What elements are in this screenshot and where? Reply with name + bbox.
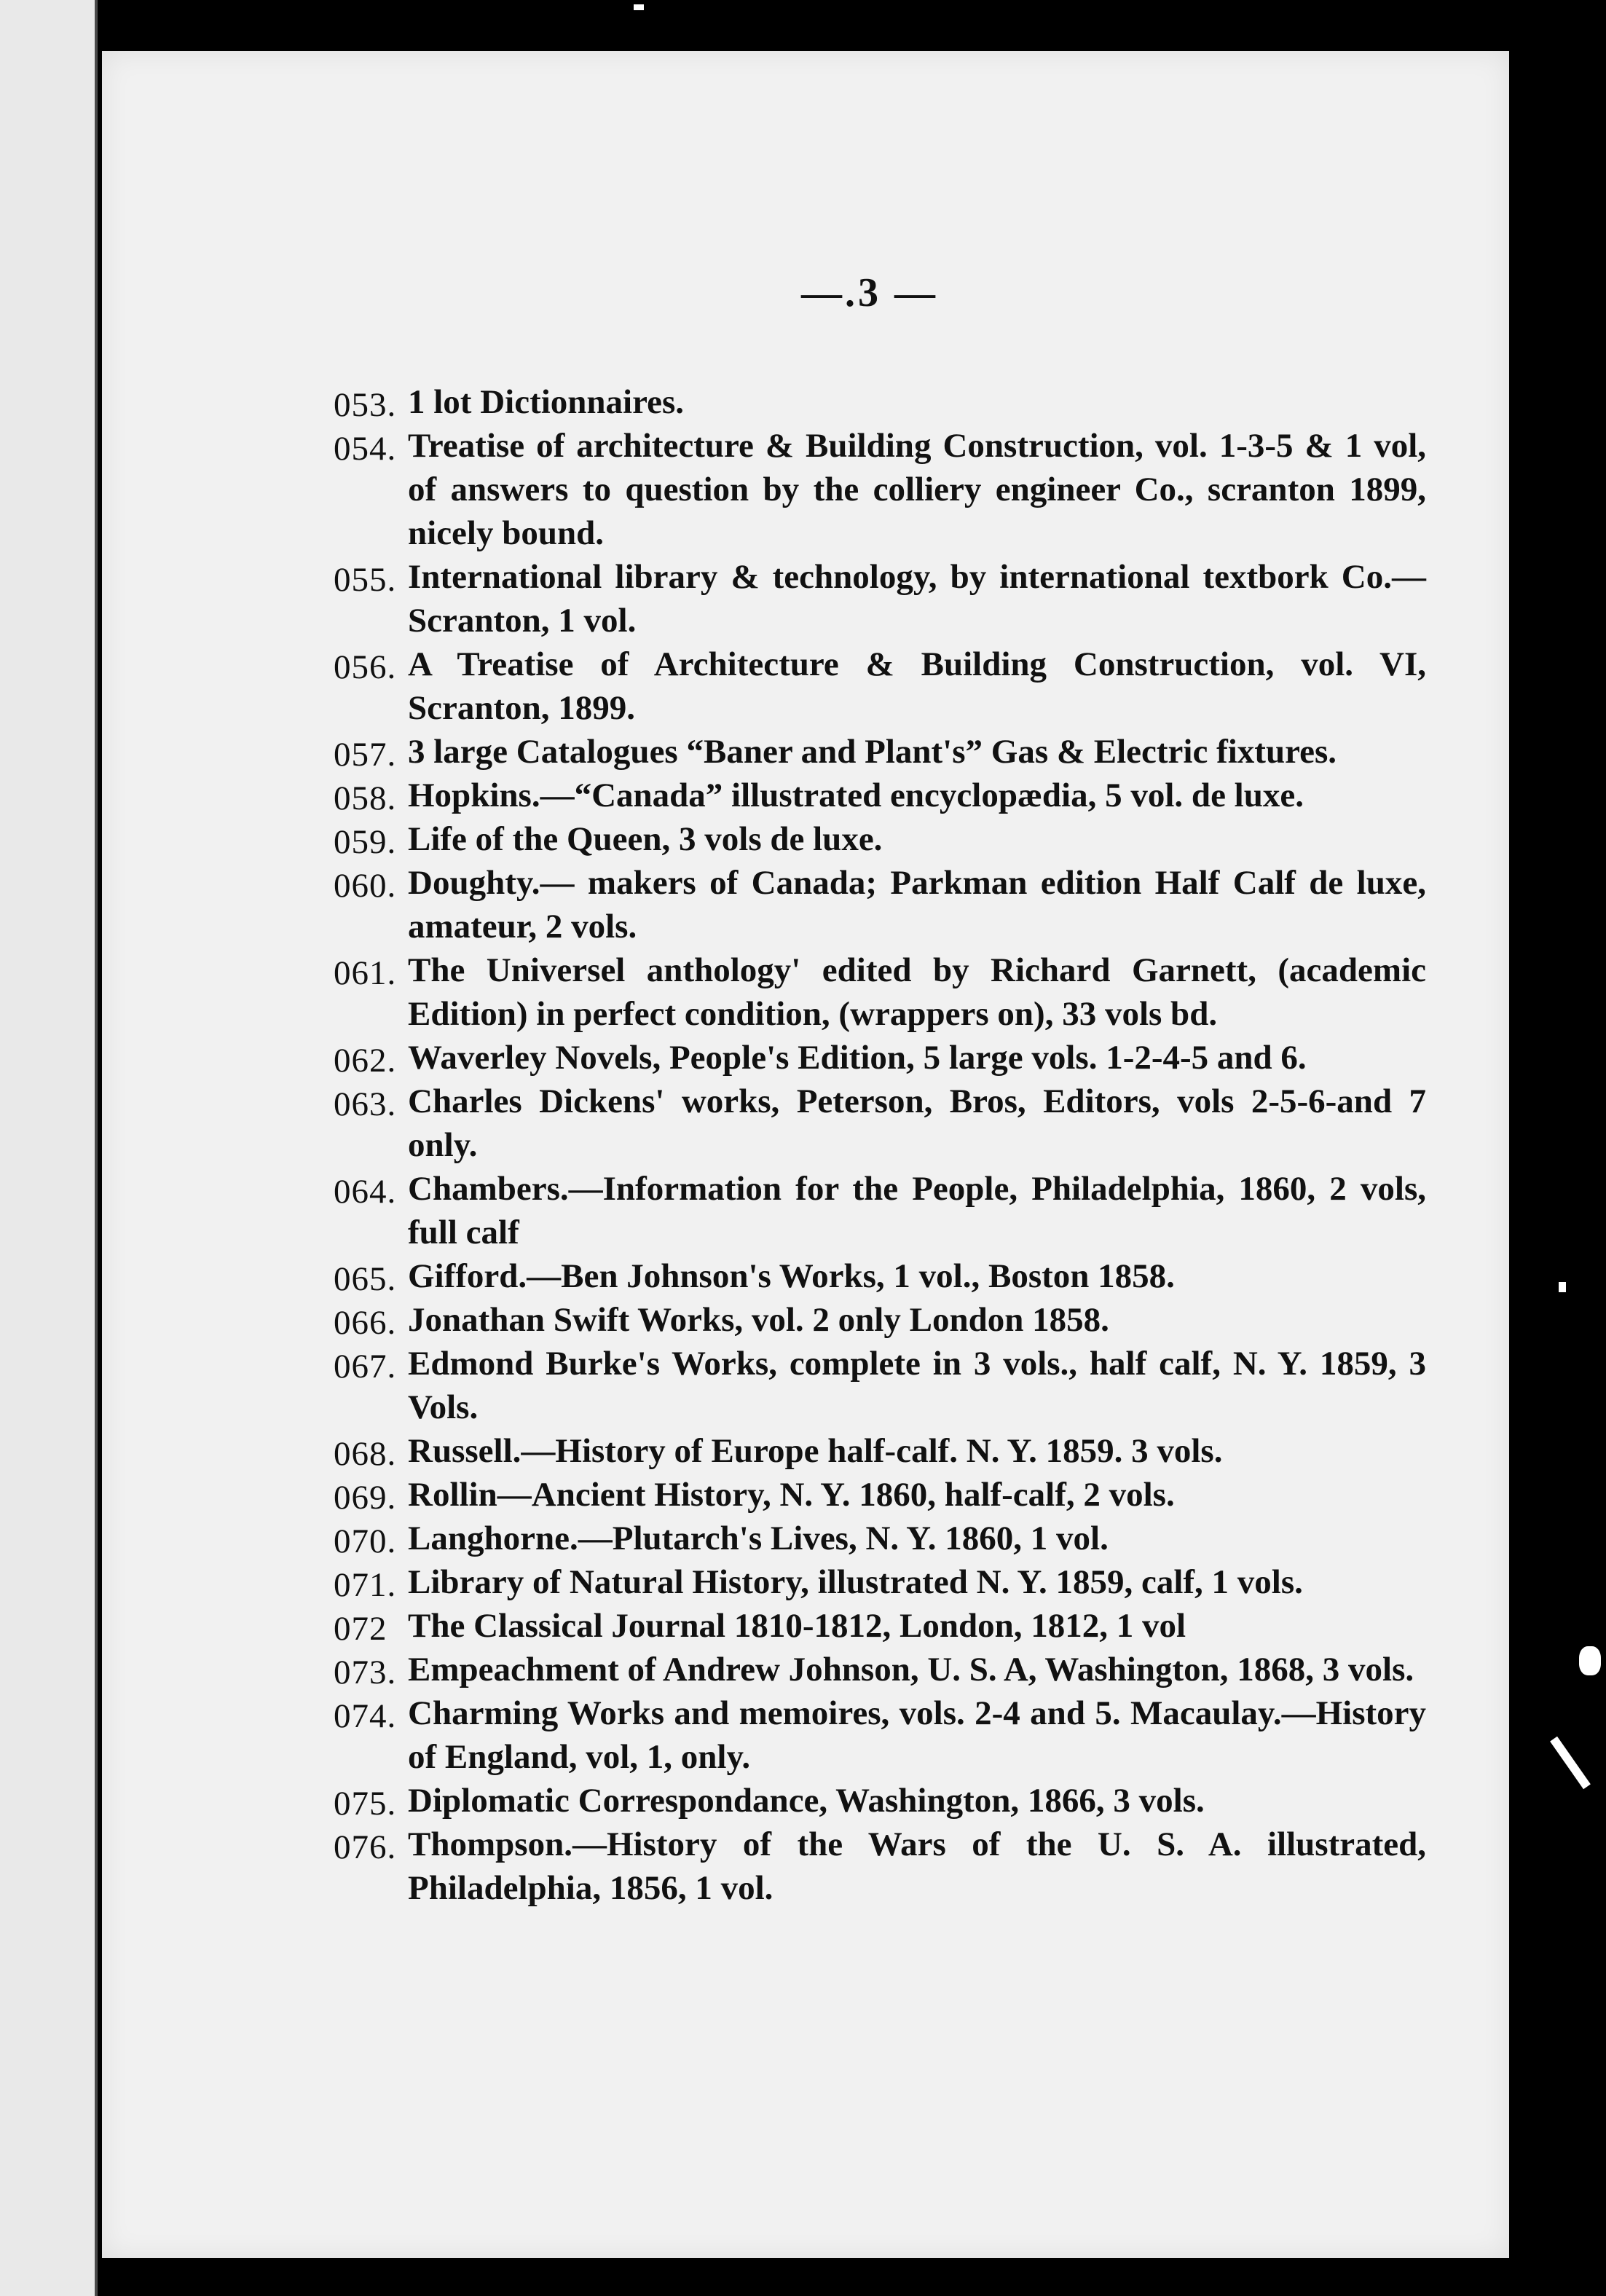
item-number: 066. (334, 1304, 397, 1342)
scan-artifact (634, 4, 644, 10)
list-item (334, 730, 1426, 774)
list-item (334, 555, 1426, 642)
item-number: 069. (334, 1479, 397, 1517)
item-number: 073. (334, 1654, 397, 1691)
item-text: Thompson.—History of the Wars of the U. S. A. illustrated, Philadelphia, 1856, 1 vol. (408, 1825, 1426, 1907)
item-text: 3 large Catalogues “Baner and Plant's” Gas & Electric fixtures. (408, 733, 1337, 771)
item-number: 057. (334, 736, 397, 774)
item-text: Charles Dickens' works, Peterson, Bros, Editors, vols 2-5-6-and 7 only. (408, 1082, 1426, 1164)
scan-artifact (1550, 1737, 1591, 1789)
item-number: 071. (334, 1566, 397, 1604)
item-text: Empeachment of Andrew Johnson, U. S. A, Washington, 1868, 3 vols. (408, 1651, 1414, 1688)
item-text: The Universel anthology' edited by Richard Garnett, (academic Edition) in perfect condition, (wrappers on), 33 vols bd. (408, 951, 1426, 1033)
item-text: Gifford.—Ben Johnson's Works, 1 vol., Boston 1858. (408, 1257, 1175, 1295)
list-item (334, 1560, 1426, 1604)
list-item (334, 1342, 1426, 1429)
list-item (334, 1604, 1426, 1648)
list-item (334, 424, 1426, 555)
item-text: 1 lot Dictionnaires. (408, 383, 685, 421)
item-number: 062. (334, 1042, 397, 1080)
list-item (334, 1823, 1426, 1910)
list-item (334, 817, 1426, 861)
adjacent-page-edge (0, 0, 98, 2296)
item-text: Library of Natural History, illustrated N. Y. 1859, calf, 1 vols. (408, 1563, 1303, 1601)
item-number: 063. (334, 1085, 397, 1123)
catalogue-list (334, 380, 1426, 1910)
item-number: 068. (334, 1435, 397, 1473)
item-number: 074. (334, 1697, 397, 1735)
list-item (334, 1517, 1426, 1560)
list-item (334, 1691, 1426, 1779)
item-number: 055. (334, 561, 397, 599)
item-text: The Classical Journal 1810-1812, London, 1812, 1 vol (408, 1607, 1186, 1645)
list-item (334, 774, 1426, 817)
item-number: 076. (334, 1828, 397, 1866)
item-text: Jonathan Swift Works, vol. 2 only London 1858. (408, 1301, 1109, 1339)
list-item (334, 380, 1426, 424)
item-text: Rollin—Ancient History, N. Y. 1860, half-calf, 2 vols. (408, 1476, 1175, 1514)
scan-artifact (1579, 1646, 1601, 1675)
list-item (334, 1254, 1426, 1298)
list-item (334, 1779, 1426, 1823)
list-item (334, 948, 1426, 1036)
item-text: Edmond Burke's Works, complete in 3 vols., half calf, N. Y. 1859, 3 Vols. (408, 1345, 1426, 1426)
item-text: Life of the Queen, 3 vols de luxe. (408, 820, 883, 858)
item-number: 056. (334, 648, 397, 686)
document-page (102, 51, 1509, 2258)
item-number: 064. (334, 1173, 397, 1211)
item-number: 054. (334, 430, 397, 468)
item-text: A Treatise of Architecture & Building Construction, vol. VI, Scranton, 1899. (408, 645, 1426, 727)
item-text: Treatise of architecture & Building Construction, vol. 1-3-5 & 1 vol, of answers to question by the colliery engineer Co., scranton 1899, nicely bound. (408, 427, 1426, 552)
item-number: 065. (334, 1260, 397, 1298)
list-item (334, 1429, 1426, 1473)
item-text: Russell.—History of Europe half-calf. N. Y. 1859. 3 vols. (408, 1432, 1223, 1470)
item-number: 058. (334, 779, 397, 817)
list-item (334, 1036, 1426, 1080)
list-item (334, 861, 1426, 948)
list-item (334, 1648, 1426, 1691)
list-item (334, 1080, 1426, 1167)
item-number: 059. (334, 823, 397, 861)
item-number: 053. (334, 386, 397, 424)
item-number: 061. (334, 954, 397, 992)
item-number: 072 (334, 1610, 387, 1648)
list-item (334, 1473, 1426, 1517)
item-text: Doughty.— makers of Canada; Parkman edition Half Calf de luxe, amateur, 2 vols. (408, 864, 1426, 945)
list-item (334, 1298, 1426, 1342)
item-text: Chambers.—Information for the People, Philadelphia, 1860, 2 vols, full calf (408, 1170, 1426, 1251)
item-text: Hopkins.—“Canada” illustrated encyclopædia, 5 vol. de luxe. (408, 777, 1304, 814)
item-text: Diplomatic Correspondance, Washington, 1866, 3 vols. (408, 1782, 1205, 1820)
item-number: 070. (334, 1522, 397, 1560)
page-number: —.3 — (801, 270, 938, 315)
list-item (334, 642, 1426, 730)
item-text: Langhorne.—Plutarch's Lives, N. Y. 1860, 1 vol. (408, 1519, 1109, 1557)
item-number: 060. (334, 867, 397, 905)
item-text: International library & technology, by international textbork Co.—Scranton, 1 vol. (408, 558, 1426, 640)
item-number: 067. (334, 1348, 397, 1385)
item-number: 075. (334, 1785, 397, 1823)
item-text: Waverley Novels, People's Edition, 5 large vols. 1-2-4-5 and 6. (408, 1039, 1307, 1077)
scan-artifact (1559, 1282, 1566, 1292)
item-text: Charming Works and memoires, vols. 2-4 and 5. Macaulay.—History of England, vol, 1, only. (408, 1694, 1426, 1776)
list-item (334, 1167, 1426, 1254)
